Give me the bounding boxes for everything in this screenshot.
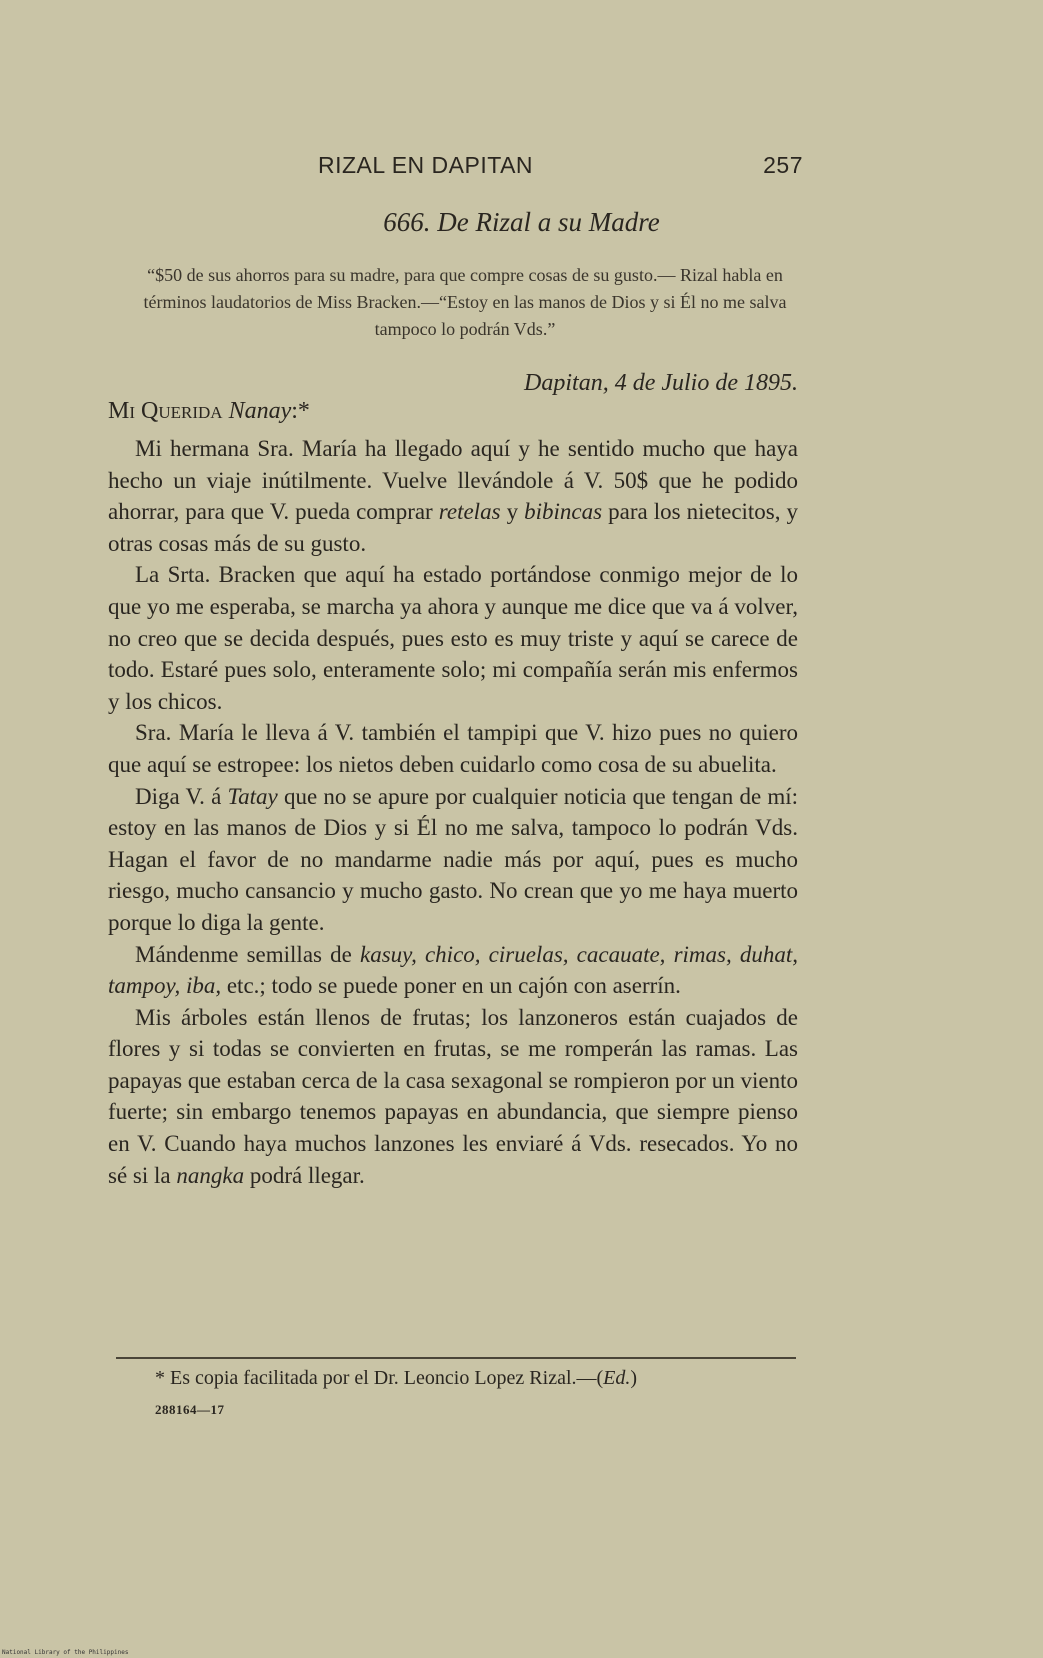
- paragraph-6-italic-nangka: nangka: [176, 1162, 245, 1188]
- library-credit: National Library of the Philippines: [2, 1649, 129, 1656]
- printer-signature-mark: 288164—17: [155, 1402, 225, 1417]
- paragraph-1-italic-retelas: retelas: [438, 499, 501, 525]
- paragraph-1-connector: y: [506, 499, 519, 525]
- paragraph-2: La Srta. Bracken que aquí ha estado portándose conmigo mejor de lo que yo me esperaba, se marcha ya ahora y aunque me dice que va á volver, no creo que se decida después, pues esto es muy triste y aquí se carece de todo. Estaré pues solo, enteramente solo; mi compañía serán mis enfermos y los chicos.: [108, 562, 798, 714]
- page-number: 257: [763, 152, 803, 178]
- running-head-title: RIZAL EN DAPITAN: [318, 152, 534, 178]
- paragraph-3: Sra. María le lleva á V. también el tampipi que V. hizo pues no quiero que aquí se estropee: los nietos deben cuidarlo como cosa de su abuelita.: [108, 720, 798, 777]
- letter-summary: “$50 de sus ahorros para su madre, para que compre cosas de su gusto.— Rizal habla en términos laudatorios de Miss Bracken.—“Estoy en las manos de Dios y si Él no me salva tampoco lo podrán Vds.”: [143, 265, 787, 339]
- paragraph-5-start: Mándenme semillas de: [135, 941, 352, 967]
- salutation-suffix: :*: [291, 398, 310, 424]
- paragraph-4-italic-tatay: Tatay: [227, 783, 278, 809]
- paragraph-6-start: Mis árboles están llenos de frutas; los lanzoneros están cuajados de flores y si todas se convierten en frutas, se me romperán las ramas. Las papayas que estaban cerca de la casa sexagonal se rompieron por un viento fuerte; sin embargo tenemos papayas en abundancia, que siempre pienso en V. Cuando haya muchos lanzones les enviaré á Vds. resecados. Yo no sé si la: [108, 1004, 798, 1188]
- paragraph-1: [108, 433, 798, 559]
- paragraph-6-end: podrá llegar.: [249, 1162, 365, 1188]
- paragraph-4-start: Diga V. á: [135, 783, 222, 809]
- footnote-editor: Ed.: [603, 1367, 631, 1389]
- paragraph-1-text: Mi hermana Sra. María ha llegado aquí y he sentido mucho que haya hecho un viaje inútilmente. Vuelve llevándole á V. 50$ que he podido ahorrar, para que V. pueda comprar: [108, 436, 798, 525]
- paragraph-1-italic-bibincas: bibincas: [524, 499, 603, 525]
- letter-salutation: [108, 398, 310, 425]
- letter-heading: 666. De Rizal a su Madre: [383, 207, 660, 237]
- paragraph-5-end: etc.; todo se puede poner en un cajón con aserrín.: [226, 973, 681, 999]
- footnote: [155, 1367, 637, 1390]
- footnote-rule: [116, 1357, 796, 1359]
- footnote-close: ): [630, 1367, 638, 1389]
- paragraph-1-end: para los nietecitos, y otras cosas más de su gusto.: [108, 499, 799, 556]
- salutation-prefix: Mi Querida: [108, 398, 223, 424]
- paragraph-5: [108, 939, 798, 1002]
- footnote-text: * Es copia facilitada por el Dr. Leoncio Lopez Rizal.—(: [155, 1367, 604, 1389]
- salutation-name: Nanay: [228, 398, 292, 424]
- letter-dateline: Dapitan, 4 de Julio de 1895.: [524, 370, 798, 396]
- paragraph-6: [108, 1002, 798, 1192]
- paragraph-5-italic-seeds: kasuy, chico, ciruelas, cacauate, rimas, duhat, tampoy, iba,: [108, 941, 798, 999]
- letter-body: [108, 433, 798, 1191]
- paragraph-4: [108, 781, 798, 939]
- paragraph-4-end: que no se apure por cualquier noticia que tengan de mí: estoy en las manos de Dios y si Él no me salva, tampoco lo podrán Vds. Hagan el favor de no mandarme nadie más por aquí, pues es mucho riesgo, mucho cansancio y mucho gasto. No crean que yo me haya muerto porque lo diga la gente.: [108, 783, 799, 935]
